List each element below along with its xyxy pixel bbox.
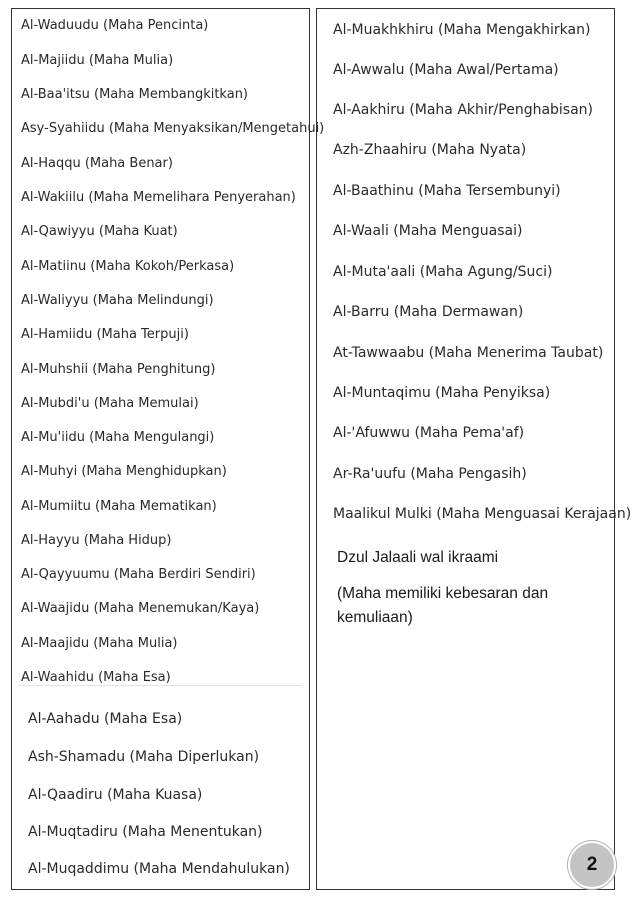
list-item: Al-Aahadu (Maha Esa) (28, 711, 183, 727)
list-item: Al-Barru (Maha Dermawan) (333, 304, 524, 320)
section-divider (18, 685, 302, 686)
list-item: Al-Qaadiru (Maha Kuasa) (28, 787, 203, 803)
page-number-badge: 2 (568, 841, 616, 889)
list-item: Al-Haqqu (Maha Benar) (21, 156, 173, 171)
list-item: Al-Muhyi (Maha Menghidupkan) (21, 464, 227, 479)
list-item: Al-Muta'aali (Maha Agung/Suci) (333, 264, 553, 280)
list-item: Al-Wakiilu (Maha Memelihara Penyerahan) (21, 190, 296, 205)
list-item: Al-'Afuwwu (Maha Pema'af) (333, 425, 525, 441)
list-item: Al-Baa'itsu (Maha Membangkitkan) (21, 87, 249, 102)
list-item: Al-Awwalu (Maha Awal/Pertama) (333, 62, 559, 78)
list-item: Al-Waliyyu (Maha Melindungi) (21, 293, 214, 308)
list-item: Al-Qayyuumu (Maha Berdiri Sendiri) (21, 567, 256, 582)
list-item: Al-Waahidu (Maha Esa) (21, 670, 171, 685)
list-item: At-Tawwaabu (Maha Menerima Taubat) (333, 345, 604, 361)
list-item: Al-Waajidu (Maha Menemukan/Kaya) (21, 601, 260, 616)
list-item: Al-Hayyu (Maha Hidup) (21, 533, 172, 548)
left-column (11, 8, 325, 890)
list-item: Al-Qawiyyu (Maha Kuat) (21, 224, 178, 239)
list-item: Al-Muakhkhiru (Maha Mengakhirkan) (333, 22, 591, 38)
list-item: Al-Majiidu (Maha Mulia) (21, 53, 174, 68)
list-item: Al-Mu'iidu (Maha Mengulangi) (21, 430, 215, 445)
list-item: Al-Muqtadiru (Maha Menentukan) (28, 824, 263, 840)
right-column (316, 8, 632, 890)
list-item: Al-Baathinu (Maha Tersembunyi) (333, 183, 561, 199)
list-item: Al-Waduudu (Maha Pencinta) (21, 18, 209, 33)
list-item: Al-Waali (Maha Menguasai) (333, 223, 523, 239)
list-item: Al-Mumiitu (Maha Mematikan) (21, 499, 217, 514)
list-item: Al-Hamiidu (Maha Terpuji) (21, 327, 189, 342)
list-item: Al-Mubdi'u (Maha Memulai) (21, 396, 199, 411)
list-item: Al-Aakhiru (Maha Akhir/Penghabisan) (333, 102, 594, 118)
closing-meaning: (Maha memiliki kebesaran dan kemuliaan) (337, 585, 549, 626)
list-item: Al-Muqaddimu (Maha Mendahulukan) (28, 861, 290, 877)
list-item: Maalikul Mulki (Maha Menguasai Kerajaan) (333, 506, 632, 522)
list-item: Asy-Syahiidu (Maha Menyaksikan/Mengetahui) (21, 121, 325, 136)
list-item: Al-Matiinu (Maha Kokoh/Perkasa) (21, 259, 235, 274)
list-item: Al-Muntaqimu (Maha Penyiksa) (333, 385, 551, 401)
list-item: Al-Muhshii (Maha Penghitung) (21, 362, 216, 377)
list-item: Ar-Ra'uufu (Maha Pengasih) (333, 466, 527, 482)
list-item: Azh-Zhaahiru (Maha Nyata) (333, 142, 527, 158)
list-item: Al-Maajidu (Maha Mulia) (21, 636, 178, 651)
closing-name: Dzul Jalaali wal ikraami (337, 549, 499, 566)
list-item: Ash-Shamadu (Maha Diperlukan) (28, 749, 260, 765)
